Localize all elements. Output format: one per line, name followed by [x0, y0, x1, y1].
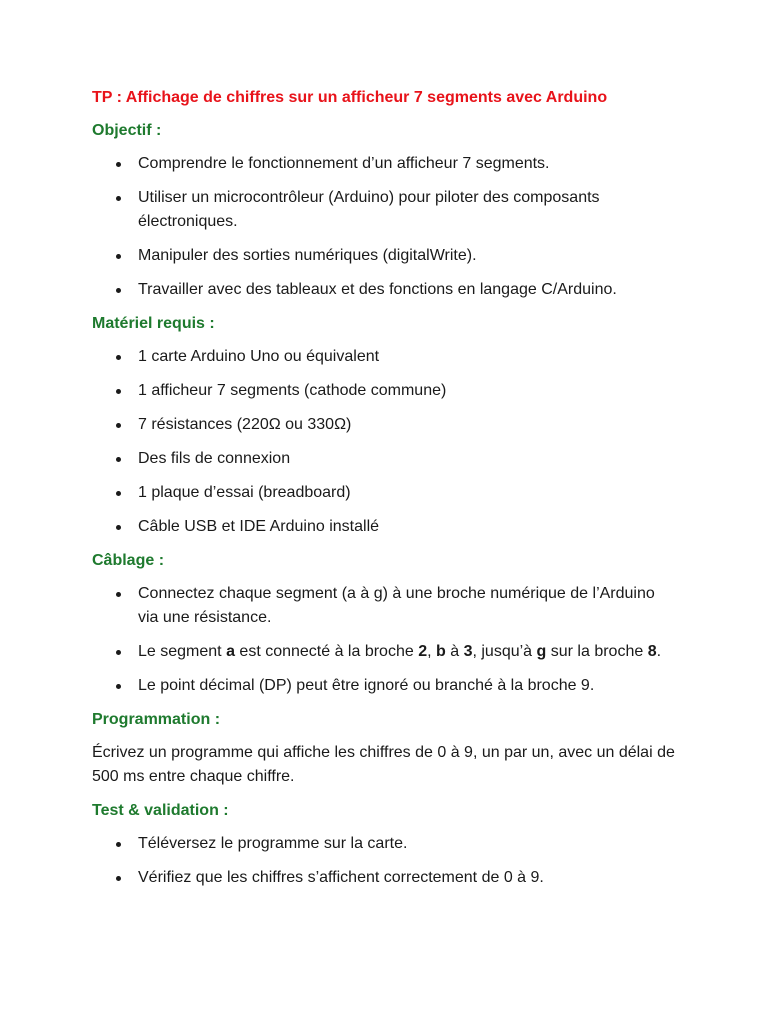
list-item: Manipuler des sorties numériques (digitalWrite). — [92, 244, 678, 268]
text-fragment: à — [445, 643, 464, 660]
list-item: Le point décimal (DP) peut être ignoré ou branché à la broche 9. — [92, 674, 678, 698]
list-item: Des fils de connexion — [92, 447, 678, 471]
pin-number: 3 — [463, 643, 473, 660]
segment-label: g — [536, 643, 547, 660]
paragraph-programmation: Écrivez un programme qui affiche les chiffres de 0 à 9, un par un, avec un délai de 500 ms entre chaque chiffre. — [92, 744, 675, 785]
list-item: Téléversez le programme sur la carte. — [92, 832, 678, 856]
text-fragment: , — [427, 643, 436, 660]
pin-number: 2 — [418, 643, 428, 660]
text-fragment: , jusqu’à — [472, 643, 537, 660]
list-item: 7 résistances (220Ω ou 330Ω) — [92, 413, 678, 437]
list-cablage — [92, 582, 678, 698]
list-test — [92, 832, 678, 890]
list-materiel — [92, 345, 678, 539]
list-item: Vérifiez que les chiffres s’affichent correctement de 0 à 9. — [92, 866, 678, 890]
heading-materiel: Matériel requis : — [92, 315, 215, 332]
segment-label: a — [226, 643, 235, 660]
list-item: 1 afficheur 7 segments (cathode commune) — [92, 379, 678, 403]
list-item: Câble USB et IDE Arduino installé — [92, 515, 678, 539]
list-objectif — [92, 152, 678, 302]
text-fragment: . — [656, 643, 662, 660]
text-fragment: est connecté à la broche — [234, 643, 419, 660]
heading-cablage: Câblage : — [92, 552, 165, 569]
list-item: Connectez chaque segment (a à g) à une broche numérique de l’Arduino via une résistance. — [92, 582, 678, 630]
list-item — [92, 640, 678, 664]
list-item: 1 carte Arduino Uno ou équivalent — [92, 345, 678, 369]
heading-programmation: Programmation : — [92, 711, 221, 728]
list-item: Travailler avec des tableaux et des fonctions en langage C/Arduino. — [92, 278, 678, 302]
heading-test: Test & validation : — [92, 802, 229, 819]
document-title: TP : Affichage de chiffres sur un afficheur 7 segments avec Arduino — [92, 89, 608, 106]
heading-objectif: Objectif : — [92, 122, 162, 139]
text-fragment: Le segment — [138, 643, 227, 660]
list-item: Comprendre le fonctionnement d’un afficheur 7 segments. — [92, 152, 678, 176]
text-fragment: sur la broche — [546, 643, 648, 660]
pin-number: 8 — [647, 643, 657, 660]
segment-label: b — [436, 643, 446, 660]
list-item: 1 plaque d’essai (breadboard) — [92, 481, 678, 505]
list-item: Utiliser un microcontrôleur (Arduino) pour piloter des composants électroniques. — [92, 186, 678, 234]
